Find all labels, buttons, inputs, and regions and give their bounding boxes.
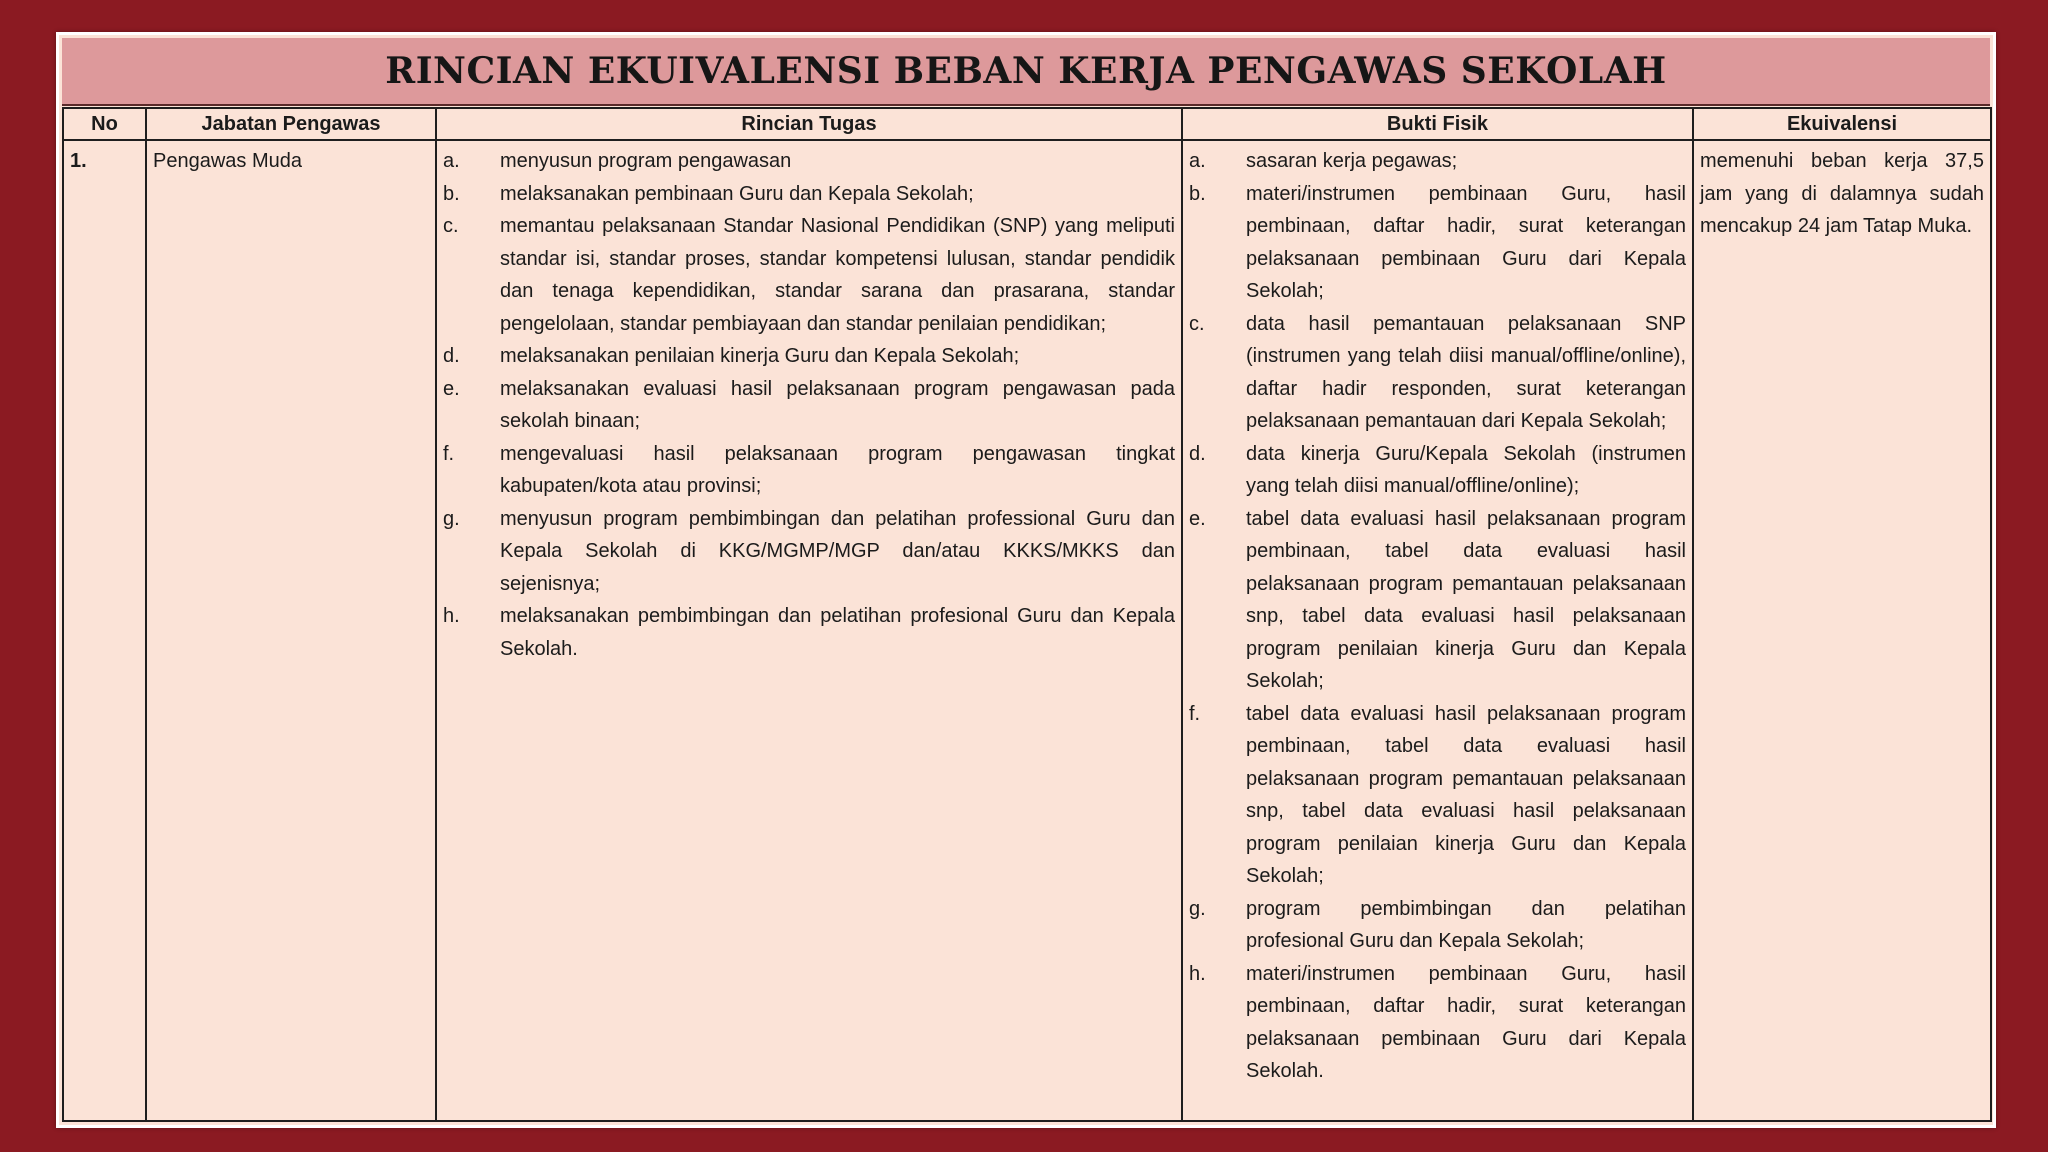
- list-marker: b.: [1189, 182, 1206, 205]
- list-text: melaksanakan evaluasi hasil pelaksanaan program pengawasan pada sekolah binaan;: [500, 377, 1175, 432]
- list-marker: a.: [1189, 150, 1206, 172]
- bukti-item: [1189, 145, 1686, 178]
- slide-panel: [56, 32, 1996, 1128]
- list-marker: d.: [443, 345, 460, 367]
- bukti-item: [1189, 438, 1686, 503]
- bukti-item: [1189, 503, 1686, 698]
- list-marker: h.: [443, 605, 460, 627]
- list-text: tabel data evaluasi hasil pelaksanaan program pembinaan, tabel data evaluasi hasil pelaksanaan program pemantauan pelaksanaan snp, tabel data evaluasi hasil pelaksanaan program penilaian kinerja Guru dan Kepala Sekolah;: [1246, 507, 1686, 692]
- cell-no: 1.: [63, 140, 146, 1121]
- workload-table: [62, 107, 1992, 1122]
- list-text: data kinerja Guru/Kepala Sekolah (instrumen yang telah diisi manual/offline/online);: [1246, 442, 1686, 497]
- bukti-item: [1189, 958, 1686, 1088]
- list-text: tabel data evaluasi hasil pelaksanaan program pembinaan, tabel data evaluasi hasil pelaksanaan program pemantauan pelaksanaan snp, tabel data evaluasi hasil pelaksanaan program penilaian kinerja Guru dan Kepala Sekolah;: [1246, 702, 1686, 887]
- list-text: melaksanakan pembinaan Guru dan Kepala Sekolah;: [500, 182, 974, 205]
- list-marker: e.: [443, 377, 460, 400]
- table-row: [63, 140, 1991, 1121]
- bukti-list: [1183, 141, 1692, 1088]
- rincian-list: [437, 141, 1181, 665]
- list-marker: h.: [1189, 962, 1206, 985]
- list-text: materi/instrumen pembinaan Guru, hasil pembinaan, daftar hadir, surat keterangan pelaksanaan pembinaan Guru dari Kepala Sekolah;: [1246, 182, 1686, 302]
- rincian-item: [443, 340, 1175, 373]
- header-bukti: Bukti Fisik: [1182, 108, 1693, 140]
- rincian-item: [443, 438, 1175, 503]
- list-text: materi/instrumen pembinaan Guru, hasil pembinaan, daftar hadir, surat keterangan pelaksanaan pembinaan Guru dari Kepala Sekolah.: [1246, 962, 1686, 1082]
- header-ekuivalensi: Ekuivalensi: [1693, 108, 1991, 140]
- page-title: RINCIAN EKUIVALENSI BEBAN KERJA PENGAWAS SEKOLAH: [385, 50, 1667, 92]
- list-text: program pembimbingan dan pelatihan profesional Guru dan Kepala Sekolah;: [1246, 897, 1686, 952]
- list-marker: g.: [443, 507, 460, 530]
- list-marker: c.: [443, 215, 459, 237]
- cell-jabatan: Pengawas Muda: [146, 140, 436, 1121]
- list-marker: c.: [1189, 312, 1205, 335]
- list-marker: g.: [1189, 897, 1206, 920]
- cell-ekuivalensi: memenuhi beban kerja 37,5 jam yang di dalamnya sudah mencakup 24 jam Tatap Muka.: [1693, 140, 1991, 1121]
- rincian-item: [443, 373, 1175, 438]
- rincian-item: [443, 210, 1175, 340]
- cell-rincian: [436, 140, 1182, 1121]
- bukti-item: [1189, 893, 1686, 958]
- list-marker: e.: [1189, 507, 1206, 530]
- rincian-item: [443, 503, 1175, 601]
- list-text: melaksanakan penilaian kinerja Guru dan Kepala Sekolah;: [500, 345, 1020, 367]
- header-rincian: Rincian Tugas: [436, 108, 1182, 140]
- rincian-item: [443, 600, 1175, 665]
- list-text: menyusun program pembimbingan dan pelatihan professional Guru dan Kepala Sekolah di KKG/MGMP/MGP dan/atau KKKS/MKKS dan sejenisnya;: [500, 507, 1175, 595]
- list-text: sasaran kerja pegawas;: [1246, 150, 1458, 172]
- list-text: data hasil pemantauan pelaksanaan SNP (instrumen yang telah diisi manual/offline/online), daftar hadir responden, surat keterangan pelaksanaan pemantauan dari Kepala Sekolah;: [1246, 312, 1686, 432]
- bukti-item: [1189, 178, 1686, 308]
- rincian-item: [443, 178, 1175, 211]
- list-marker: a.: [443, 150, 460, 172]
- table-header-row: [63, 108, 1991, 140]
- list-marker: f.: [443, 442, 455, 465]
- bukti-item: [1189, 308, 1686, 438]
- list-marker: f.: [1189, 702, 1201, 725]
- header-no: No: [63, 108, 146, 140]
- list-text: menyusun program pengawasan: [500, 150, 792, 172]
- list-marker: b.: [443, 182, 460, 205]
- bukti-item: [1189, 698, 1686, 893]
- list-text: memantau pelaksanaan Standar Nasional Pendidikan (SNP) yang meliputi standar isi, standar proses, standar kompetensi lulusan, standar pendidik dan tenaga kependidikan, standar sarana dan prasarana, standar pengelolaan, standar pembiayaan dan standar penilaian pendidikan;: [500, 215, 1175, 335]
- cell-bukti: [1182, 140, 1693, 1121]
- header-jabatan: Jabatan Pengawas: [146, 108, 436, 140]
- list-text: mengevaluasi hasil pelaksanaan program pengawasan tingkat kabupaten/kota atau provinsi;: [500, 442, 1175, 497]
- title-band: [62, 38, 1990, 106]
- rincian-item: [443, 145, 1175, 178]
- list-marker: d.: [1189, 442, 1206, 465]
- list-text: melaksanakan pembimbingan dan pelatihan profesional Guru dan Kepala Sekolah.: [500, 605, 1175, 660]
